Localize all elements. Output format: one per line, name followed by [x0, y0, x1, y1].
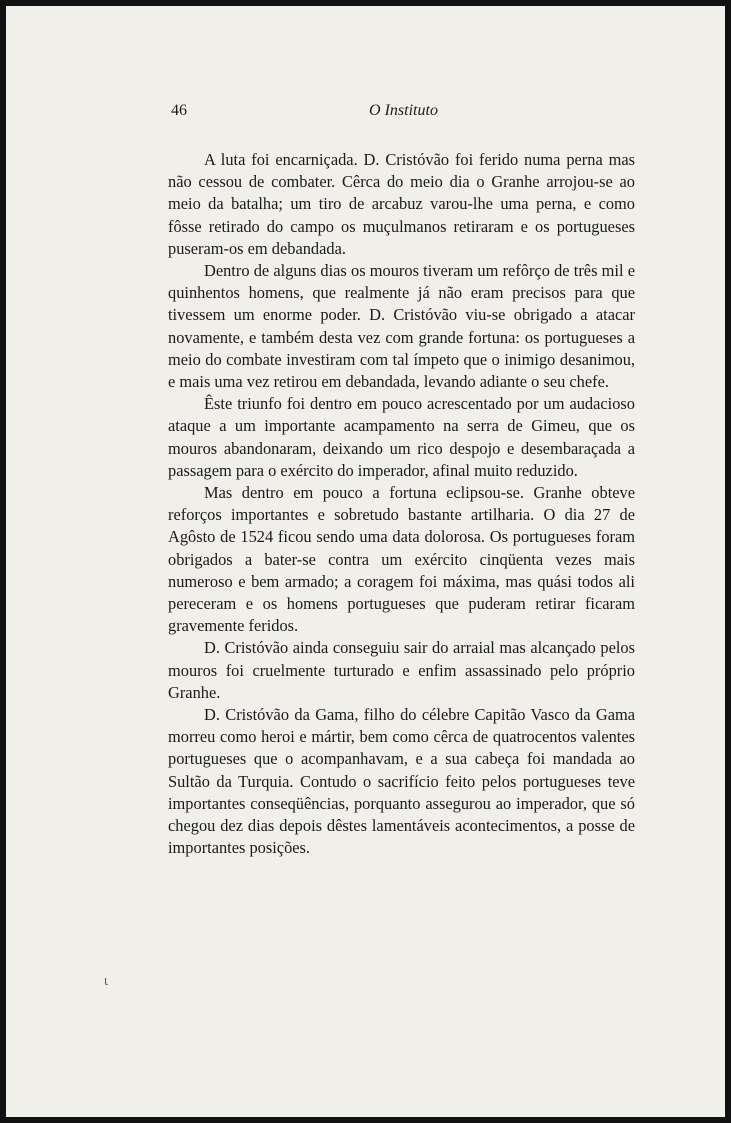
- paragraph-2: Dentro de alguns dias os mouros tiveram um refôrço de três mil e quinhentos homens, que realmente já não eram precisos para que tivessem um enorme poder. D. Cristóvão viu-se obrigado a atacar novamente, e também desta vez com grande fortuna: os portugueses a meio do combate investiram com tal ímpeto que o inimigo desanimou, e mais uma vez retirou em debandada, levando adiante o seu chefe.: [168, 261, 635, 392]
- paragraph-6: D. Cristóvão da Gama, filho do célebre Capitão Vasco da Gama morreu como heroi e mártir, bem como cêrca de quatrocentos valentes portugueses que o acompanhavam, e a sua cabeça foi mandada ao Sultão da Turquia. Contudo o sacrifício feito pelos portugueses teve importantes conseqüências, porquanto assegurou ao imperador, que só chegou dez dias depois dêstes lamentáveis acontecimentos, a posse de importantes posições.: [168, 705, 635, 858]
- paragraph-4: Mas dentro em pouco a fortuna eclipsou-se. Granhe obteve reforços importantes e sobretudo bastante artilharia. O dia 27 de Agôsto de 1524 ficou sendo uma data dolorosa. Os portugueses foram obrigados a bater-se contra um exército cinqüenta vezes mais numeroso e bem armado; a coragem foi máxima, mas quási todos ali pereceram e os homens portugueses que puderam retirar ficaram gravemente feridos.: [168, 483, 635, 636]
- running-title: O Instituto: [369, 102, 438, 119]
- body-text: [168, 149, 635, 860]
- page-number: 46: [171, 102, 187, 119]
- paragraph-1: A luta foi encarniçada. D. Cristóvão foi ferido numa perna mas não cessou de combater. Cêrca do meio dia o Granhe arrojou-se ao meio da batalha; um tiro de arcabuz varou-lhe uma perna, e como fôsse retirado do campo os muçulmanos retiraram e os portugueses puseram-os em debandada.: [168, 150, 635, 258]
- paragraph-5: D. Cristóvão ainda conseguiu sair do arraial mas alcançado pelos mouros foi cruelmente turturado e enfim assassinado pelo próprio Granhe.: [168, 638, 635, 702]
- page-header: [171, 102, 636, 124]
- speck-mark: ι: [104, 974, 109, 988]
- paragraph-3: Êste triunfo foi dentro em pouco acrescentado por um audacioso ataque a um importante acampamento na serra de Gimeu, que os mouros abandonaram, deixando um rico despojo e desembaraçada a passagem para o exército do imperador, afinal muito reduzido.: [168, 394, 635, 480]
